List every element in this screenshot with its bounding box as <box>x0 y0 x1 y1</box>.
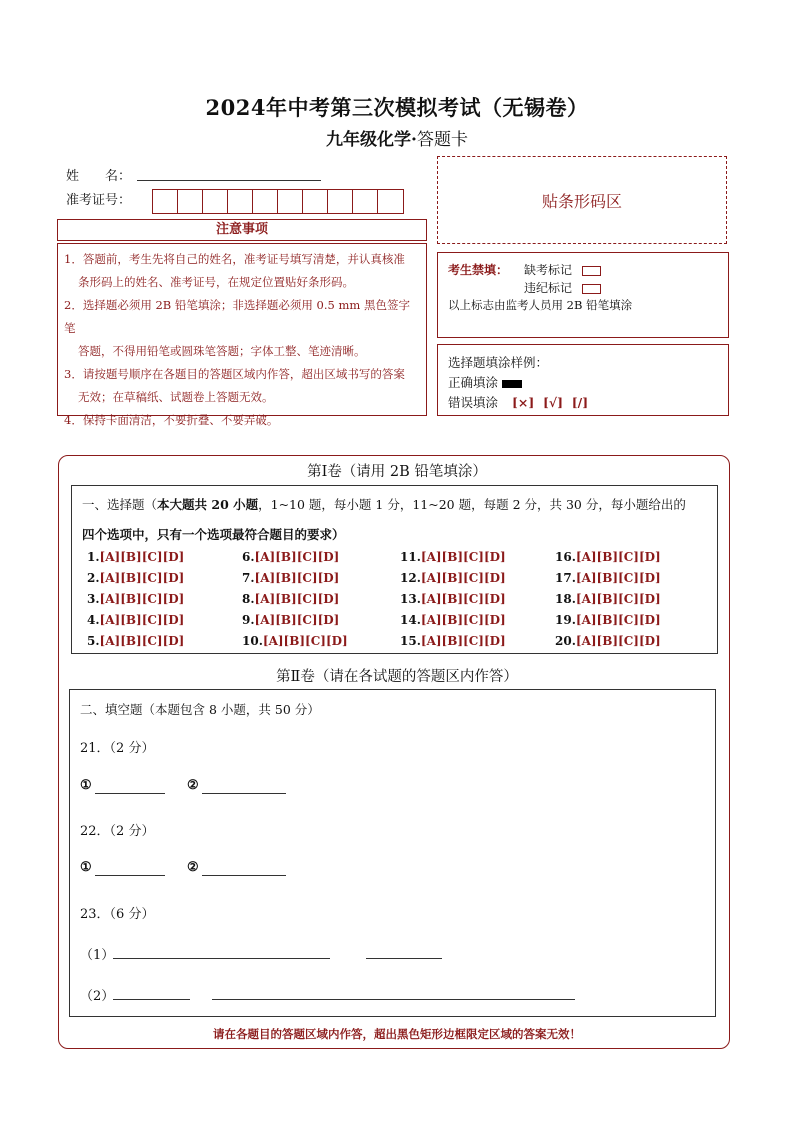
id-number-boxes[interactable] <box>152 189 404 214</box>
notice-line: 3．请按题号顺序在各题目的答题区域内作答，超出区域书写的答案 <box>64 367 405 381</box>
choice-answer-row[interactable] <box>555 634 661 648</box>
question-number: 3. <box>87 592 100 606</box>
answer-options[interactable]: [A][B][C][D] <box>420 592 506 606</box>
absent-label: 缺考标记 <box>524 263 573 277</box>
violation-label: 违纪标记 <box>524 281 573 295</box>
choice-intro-c: ，1~10 题，每小题 1 分，11~20 题，每题 2 分，共 30 分，每小题给出的 <box>258 497 686 512</box>
choice-answer-row[interactable] <box>242 592 339 606</box>
answer-options[interactable]: [A][B][C][D] <box>254 550 340 564</box>
id-digit-box[interactable] <box>153 190 178 213</box>
q22-blank2[interactable] <box>202 875 286 876</box>
name-field[interactable] <box>137 180 321 181</box>
question-number: 11. <box>400 550 421 564</box>
choice-answer-row[interactable] <box>400 613 506 627</box>
choice-answer-row[interactable] <box>87 634 184 648</box>
answer-options[interactable]: [A][B][C][D] <box>575 571 661 585</box>
q23-part1-blank2[interactable] <box>366 958 442 959</box>
answer-options[interactable]: [A][B][C][D] <box>575 592 661 606</box>
choice-answer-row[interactable] <box>87 571 184 585</box>
q21-blank1-marker: ① <box>80 778 92 793</box>
answer-options[interactable]: [A][B][C][D] <box>420 613 506 627</box>
notice-heading: 注意事项 <box>57 219 427 241</box>
violation-mark-row <box>524 279 601 296</box>
id-digit-box[interactable] <box>353 190 378 213</box>
fill-question-box <box>69 689 716 1017</box>
notice-line: 1．答题前，考生先将自己的姓名，准考证号填写清楚，并认真核准 <box>64 252 405 266</box>
q21-blank2[interactable] <box>202 793 286 794</box>
forbidden-note: 以上标志由监考人员用 2B 铅笔填涂 <box>448 298 633 312</box>
q22-blank1-marker: ① <box>80 860 92 875</box>
footer-warning: 请在各题目的答题区域内作答，超出黑色矩形边框限定区域的答案无效！ <box>213 1027 581 1041</box>
choice-answer-row[interactable] <box>400 550 506 564</box>
answer-options[interactable]: [A][B][C][D] <box>99 571 185 585</box>
part2-title: 第Ⅱ卷（请在各试题的答题区内作答） <box>276 669 518 685</box>
question-number: 2. <box>87 571 100 585</box>
absent-mark-row <box>524 261 601 278</box>
id-digit-box[interactable] <box>378 190 403 213</box>
question-number: 14. <box>400 613 421 627</box>
question-number: 19. <box>555 613 576 627</box>
question-number: 12. <box>400 571 421 585</box>
choice-answer-row[interactable] <box>87 592 184 606</box>
q23-part2-label: （2） <box>80 989 115 1004</box>
example-wrong-label: 错误填涂 <box>448 395 499 410</box>
answer-options[interactable]: [A][B][C][D] <box>420 634 506 648</box>
id-label: 准考证号： <box>66 193 132 208</box>
question-number: 1. <box>87 550 100 564</box>
choice-answer-row[interactable] <box>242 634 348 648</box>
fill-example-box <box>437 344 729 416</box>
question-number: 8. <box>242 592 255 606</box>
example-title: 选择题填涂样例： <box>448 355 549 370</box>
id-digit-box[interactable] <box>328 190 353 213</box>
barcode-label: 贴条形码区 <box>541 191 622 211</box>
subtitle-card: 答题卡 <box>416 130 468 150</box>
answer-options[interactable]: [A][B][C][D] <box>262 634 348 648</box>
question-number: 20. <box>555 634 576 648</box>
example-correct-row <box>448 373 522 391</box>
choice-answer-row[interactable] <box>242 613 339 627</box>
notice-line: 2．选择题必须用 2B 铅笔填涂；非选择题必须用 0.5 mm 黑色签字笔 <box>64 298 410 335</box>
choice-answer-row[interactable] <box>555 550 661 564</box>
q22-label: 22．（2 分） <box>80 824 155 839</box>
id-digit-box[interactable] <box>253 190 278 213</box>
part1-title: 第Ⅰ卷（请用 2B 铅笔填涂） <box>307 464 487 480</box>
choice-answer-row[interactable] <box>555 571 661 585</box>
page-title: 2024年中考第三次模拟考试（无锡卷） <box>205 95 589 120</box>
question-number: 13. <box>400 592 421 606</box>
choice-intro-b: 本大题共 20 小题 <box>157 497 259 512</box>
question-number: 10. <box>242 634 263 648</box>
question-number: 18. <box>555 592 576 606</box>
choice-answer-row[interactable] <box>400 592 506 606</box>
answer-options[interactable]: [A][B][C][D] <box>99 613 185 627</box>
barcode-area <box>437 156 727 244</box>
violation-mark-box[interactable] <box>582 284 601 294</box>
choice-answer-row[interactable] <box>555 592 661 606</box>
question-number: 4. <box>87 613 100 627</box>
id-digit-box[interactable] <box>278 190 303 213</box>
q23-part1-label: （1） <box>80 948 115 963</box>
fill-intro: 二、填空题（本题包含 8 小题，共 50 分） <box>80 702 320 717</box>
question-number: 16. <box>555 550 576 564</box>
question-number: 17. <box>555 571 576 585</box>
forbidden-box <box>437 252 729 338</box>
id-digit-box[interactable] <box>303 190 328 213</box>
answer-options[interactable]: [A][B][C][D] <box>99 634 185 648</box>
example-wrong-marks: [×] [√] [/] <box>512 395 589 410</box>
choice-answer-row[interactable] <box>87 550 184 564</box>
notice-body <box>57 243 427 427</box>
answer-options[interactable]: [A][B][C][D] <box>575 613 661 627</box>
id-digit-box[interactable] <box>203 190 228 213</box>
q22-blank2-marker: ② <box>187 860 199 875</box>
answer-options[interactable]: [A][B][C][D] <box>99 550 185 564</box>
q23-part2-blank1[interactable] <box>113 999 190 1000</box>
notice-line: 答题，不得用铅笔或圆珠笔答题；字体工整、笔迹清晰。 <box>78 344 366 358</box>
choice-intro-a: 一、选择题（ <box>82 497 158 512</box>
question-number: 5. <box>87 634 100 648</box>
question-number: 6. <box>242 550 255 564</box>
answer-options[interactable]: [A][B][C][D] <box>254 592 340 606</box>
answer-options[interactable]: [A][B][C][D] <box>99 592 185 606</box>
choice-answer-row[interactable] <box>242 550 339 564</box>
filled-mark-icon <box>502 380 522 388</box>
q23-label: 23．（6 分） <box>80 907 155 922</box>
answer-grid <box>87 550 717 650</box>
notice-line: 无效；在草稿纸、试题卷上答题无效。 <box>78 390 274 404</box>
answer-options[interactable]: [A][B][C][D] <box>420 571 506 585</box>
name-label: 姓 名： <box>66 169 132 184</box>
choice-answer-row[interactable] <box>400 571 506 585</box>
q21-blank2-marker: ② <box>187 778 199 793</box>
forbidden-label: 考生禁填： <box>448 263 509 277</box>
question-number: 15. <box>400 634 421 648</box>
question-number: 9. <box>242 613 255 627</box>
page-subtitle <box>0 125 794 150</box>
absent-mark-box[interactable] <box>582 266 601 276</box>
q22-blank1[interactable] <box>95 875 165 876</box>
id-digit-box[interactable] <box>228 190 253 213</box>
choice-answer-row[interactable] <box>555 613 661 627</box>
answer-options[interactable]: [A][B][C][D] <box>575 634 661 648</box>
q21-blank1[interactable] <box>95 793 165 794</box>
q21-label: 21．（2 分） <box>80 741 155 756</box>
example-wrong-row <box>448 393 588 411</box>
q23-part2-blank2[interactable] <box>212 999 575 1000</box>
subtitle-subject: 九年级化学· <box>326 130 417 150</box>
choice-intro <box>72 486 717 550</box>
choice-answer-row[interactable] <box>242 571 339 585</box>
question-number: 7. <box>242 571 255 585</box>
answer-options[interactable]: [A][B][C][D] <box>420 550 506 564</box>
answer-options[interactable]: [A][B][C][D] <box>254 613 340 627</box>
notice-line: 条形码上的姓名、准考证号，在规定位置贴好条形码。 <box>78 275 354 289</box>
answer-options[interactable]: [A][B][C][D] <box>575 550 661 564</box>
id-digit-box[interactable] <box>178 190 203 213</box>
answer-options[interactable]: [A][B][C][D] <box>254 571 340 585</box>
notice-line: 4．保持卡面清洁，不要折叠、不要弄破。 <box>64 413 279 427</box>
choice-answer-row[interactable] <box>400 634 506 648</box>
example-correct-label: 正确填涂 <box>448 375 499 390</box>
q23-part1-blank1[interactable] <box>113 958 330 959</box>
choice-answer-row[interactable] <box>87 613 184 627</box>
choice-intro-d: 四个选项中，只有一个选项最符合题目的要求） <box>82 527 345 542</box>
